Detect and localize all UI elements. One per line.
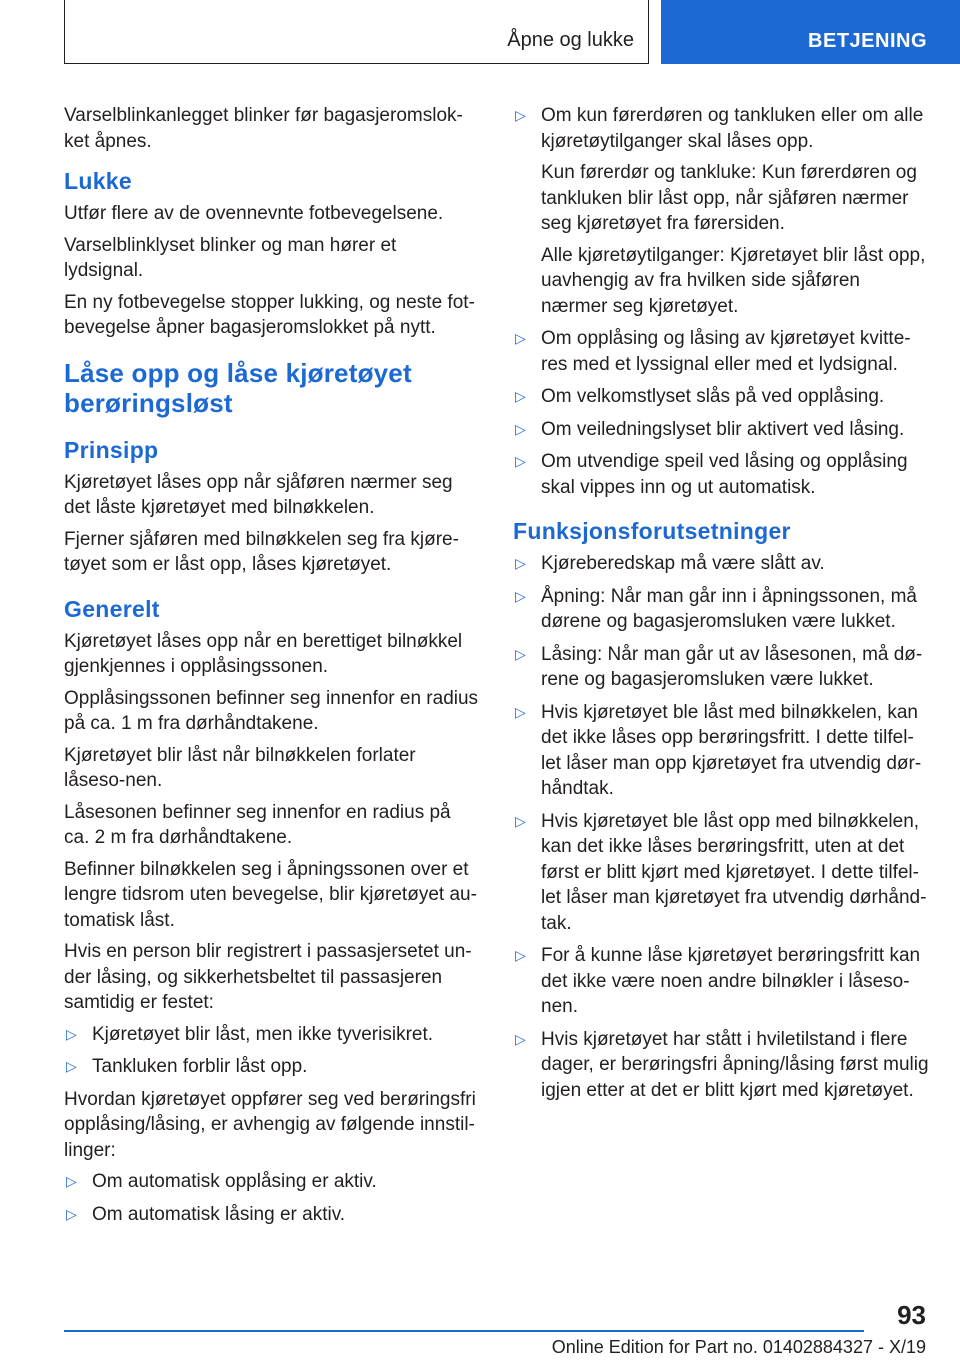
list-item: ▷ Kjøreberedskap må være slått av. (513, 551, 929, 577)
section-title-box (64, 0, 649, 64)
list-item: ▷ Om utvendige speil ved låsing og opplåsing skal vippes inn og ut automatisk. (513, 449, 929, 500)
list-item: ▷ Om automatisk opplåsing er aktiv. (64, 1169, 480, 1195)
heading-generelt: Generelt (64, 595, 160, 622)
list-item-text: Om kun førerdøren og tankluken eller om alle kjøretøytilganger skal låses opp. (541, 105, 924, 152)
paragraph: Opplåsingssonen befinner seg innenfor en radius på ca. 1 m fra dørhåndtakene. (64, 687, 479, 734)
page-header (0, 0, 960, 66)
paragraph: Kjøretøyet låses opp når en berettiget bilnøkkel gjenkjennes i opplåsingssonen. (64, 630, 463, 677)
triangle-bullet-icon: ▷ (515, 812, 526, 829)
paragraph: Utfør flere av de ovennevnte fotbevegelsene. (64, 203, 444, 224)
paragraph: En ny fotbevegelse stopper lukking, og neste fot-bevegelse åpner bagasjeromslokket på nytt. (64, 291, 475, 338)
triangle-bullet-icon: ▷ (515, 587, 526, 604)
triangle-bullet-icon: ▷ (515, 420, 526, 437)
heading-lukke: Lukke (64, 168, 132, 194)
triangle-bullet-icon: ▷ (515, 947, 526, 963)
list-item: ▷ Om velkomstlyset slås på ved opplåsing. (513, 384, 929, 410)
list-item: ▷ Om opplåsing og låsing av kjøretøyet kvitte-res med et lyssignal eller med et lydsignal. (513, 326, 929, 377)
triangle-bullet-icon: ▷ (515, 388, 526, 404)
bullet-list (513, 103, 929, 500)
paragraph: Kjøretøyet blir låst når bilnøkkelen forlater låseso-nen. (64, 744, 416, 791)
right-column (513, 103, 929, 1110)
paragraph: Kjøretøyet låses opp når sjåføren nærmer seg det låste kjøretøyet med bilnøkkelen. (64, 471, 453, 518)
section-title: Åpne og lukke (507, 29, 634, 51)
triangle-bullet-icon: ▷ (515, 107, 526, 123)
list-item: ▷ For å kunne låse kjøretøyet berøringsfritt kan det ikke være noen andre bilnøkler i låseso-nen. (513, 943, 929, 1020)
triangle-bullet-icon: ▷ (66, 1205, 77, 1222)
main-heading: Låse opp og låse kjøretøyet berøringsløst (64, 357, 412, 418)
paragraph: Varselblinklyset blinker og man hører et lydsignal. (64, 234, 397, 281)
list-item: ▷ Tankluken forblir låst opp. (64, 1054, 480, 1080)
list-item: ▷ Om veiledningslyset blir aktivert ved låsing. (513, 417, 929, 443)
triangle-bullet-icon: ▷ (515, 453, 526, 469)
left-column (64, 103, 480, 1234)
paragraph: Låsesonen befinner seg innenfor en radius på ca. 2 m fra dørhåndtakene. (64, 801, 451, 848)
intro-paragraph: Varselblinkanlegget blinker før bagasjeromslok-ket åpnes. (64, 105, 463, 152)
sub-paragraph: Kun førerdør og tankluke: Kun førerdøren og tankluken blir låst opp, når sjåføren nærmer seg kjøretøyet fra førersiden. (541, 162, 917, 234)
paragraph: Hvis en person blir registrert i passasjersetet un-der låsing, og sikkerhetsbeltet til passasjeren samtidig er festet: (64, 941, 472, 1013)
list-item: ▷ Hvis kjøretøyet ble låst med bilnøkkelen, kan det ikke låses opp berøringsfritt. I dette tilfel-let låser man opp kjøretøyet fra utvendig dør-håndtak. (513, 700, 929, 802)
paragraph: Fjerner sjåføren med bilnøkkelen seg fra kjøre-tøyet som er låst opp, låses kjøretøyet. (64, 528, 459, 575)
list-item: ▷ Hvis kjøretøyet har stått i hviletilstand i flere dager, er berøringsfri åpning/låsing først mulig igjen etter at det er blitt kjørt med kjøretøyet. (513, 1027, 929, 1104)
bullet-list (64, 1169, 480, 1227)
triangle-bullet-icon: ▷ (66, 1058, 77, 1074)
paragraph: Hvordan kjøretøyet oppfører seg ved berøringsfri opplåsing/låsing, er avhengig av følgende innstil-linger: (64, 1088, 476, 1161)
list-item: ▷ Om automatisk låsing er aktiv. (64, 1202, 480, 1228)
chapter-tab (661, 0, 960, 64)
bullet-list (64, 1022, 480, 1080)
heading-prinsipp: Prinsipp (64, 436, 159, 463)
triangle-bullet-icon: ▷ (66, 1025, 77, 1042)
list-item (513, 103, 929, 319)
edition-footer: Online Edition for Part no. 01402884327 - X/19 (551, 1337, 926, 1357)
footer-divider (64, 1330, 864, 1332)
sub-paragraph: Alle kjøretøytilganger: Kjøretøyet blir låst opp, uavhengig av fra hvilken side sjåføren nærmer seg kjøretøyet. (541, 244, 926, 317)
list-item: ▷ Kjøretøyet blir låst, men ikke tyverisikret. (64, 1022, 480, 1048)
paragraph: Befinner bilnøkkelen seg i åpningssonen over et lengre tidsrom uten bevegelse, blir kjøretøyet au-tomatisk låst. (64, 858, 477, 931)
list-item: ▷ Åpning: Når man går inn i åpningssonen, må dørene og bagasjeromsluken være lukket. (513, 584, 929, 635)
bullet-list (513, 551, 929, 1103)
triangle-bullet-icon: ▷ (515, 330, 526, 346)
triangle-bullet-icon: ▷ (515, 703, 526, 720)
triangle-bullet-icon: ▷ (515, 1030, 526, 1047)
heading-funksjonsforutsetninger: Funksjonsforutsetninger (513, 518, 791, 544)
triangle-bullet-icon: ▷ (515, 645, 526, 662)
list-item: ▷ Låsing: Når man går ut av låsesonen, må dø-rene og bagasjeromsluken være lukket. (513, 642, 929, 693)
list-item: ▷ Hvis kjøretøyet ble låst opp med bilnøkkelen, kan det ikke låses berøringsfritt, uten at det først er blitt kjørt med kjøretøyet. I dette tilfel-let låser man kjøretøyet fra utvendig dørhånd-tak. (513, 809, 929, 937)
triangle-bullet-icon: ▷ (66, 1173, 77, 1189)
chapter-title: BETJENING (808, 30, 927, 52)
page-number: 93 (897, 1300, 926, 1330)
triangle-bullet-icon: ▷ (515, 555, 526, 571)
